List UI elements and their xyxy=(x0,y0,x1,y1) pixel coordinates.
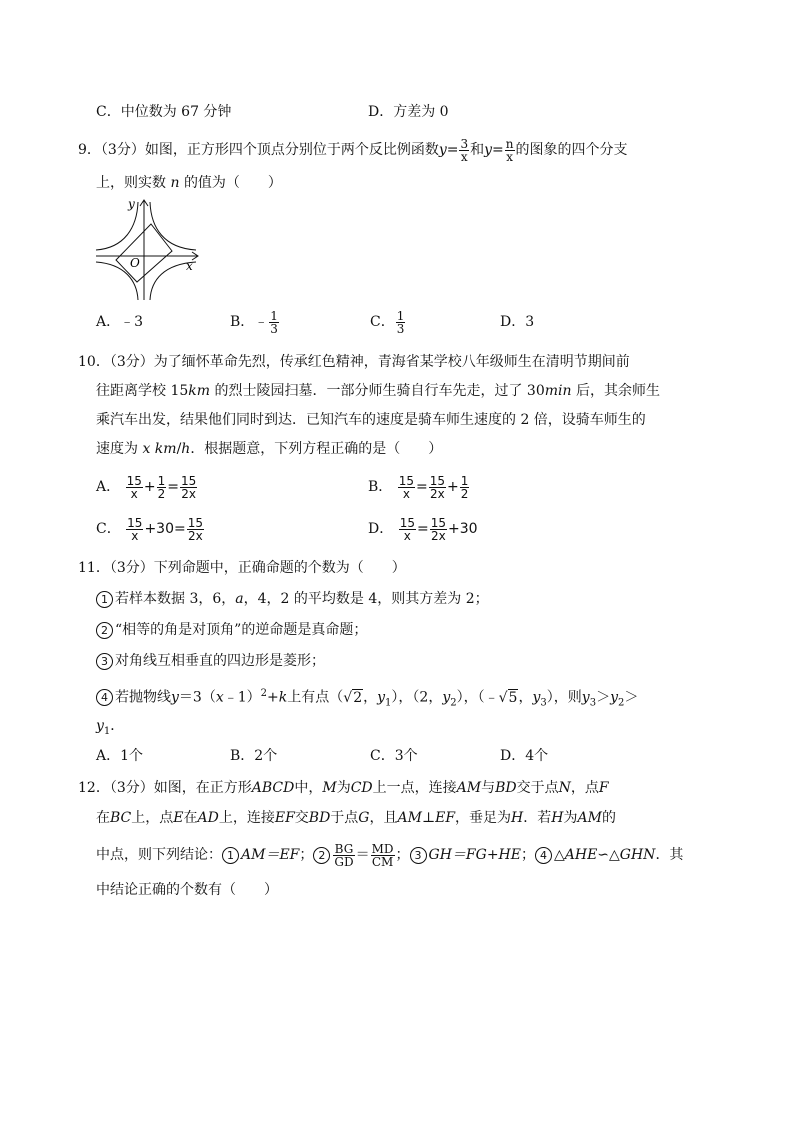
q9-optc-den: 3 xyxy=(396,321,405,336)
y-axis-label: y xyxy=(128,197,135,211)
q10-option-a-label: A． xyxy=(96,479,121,495)
q11-var-k: k xyxy=(278,689,288,706)
q12-l2i: ．若 xyxy=(523,810,552,826)
q10-b-frac-15-x xyxy=(398,475,415,500)
q11-var-y: y xyxy=(171,689,179,706)
sub-2: 2 xyxy=(617,697,625,709)
q9-option-c-fraction xyxy=(396,310,406,335)
q9-frac1-num: 3 xyxy=(460,136,469,151)
q12-F: F xyxy=(598,780,609,796)
q11-s4-a: 若抛物线 xyxy=(115,689,171,706)
q11-option-c xyxy=(370,746,418,766)
frac-den: 2x xyxy=(430,528,446,543)
frac-num: 1 xyxy=(157,473,166,488)
frac-num: 15 xyxy=(429,473,446,488)
q9-var-n: n xyxy=(170,175,180,191)
q10-a-frac-15-2x xyxy=(180,475,197,500)
q12-l1e: 与 xyxy=(481,780,496,796)
q10-a-frac-1-2 xyxy=(157,475,167,500)
circled-number-2: 2 xyxy=(313,847,330,864)
q10-d-frac-15-2x xyxy=(430,517,447,542)
circled-number-2: 2 xyxy=(96,622,113,639)
q12-M: M xyxy=(322,780,337,796)
q12-H2: H xyxy=(551,810,564,826)
semicolon: ； xyxy=(520,847,535,863)
q12-l2c: 在 xyxy=(183,810,198,826)
equals-sign: = xyxy=(416,479,428,495)
comma: ， xyxy=(518,689,533,706)
frac-den: x xyxy=(130,486,138,501)
x-axis-label: x xyxy=(186,259,193,273)
q12-result-4: △AHE∽△GHN xyxy=(553,847,656,863)
q12-l2a: 在 xyxy=(96,810,110,826)
q10-line2b: 的烈士陵园扫墓．一部分师生骑自行车先走，过了 30 xyxy=(210,383,545,399)
q12-l1c: 为 xyxy=(336,780,351,796)
frac-den: x xyxy=(131,528,139,543)
q9-stem-line2 xyxy=(96,173,282,193)
q10-option-c xyxy=(96,514,205,544)
q9-stem-tail: 的图象的四个分支 xyxy=(515,142,628,158)
equals-sign: = xyxy=(174,521,186,537)
q12-AM3: AM xyxy=(577,810,602,826)
q12-BD2: BD xyxy=(308,810,331,826)
q11-option-d-text: D．4个 xyxy=(500,748,549,764)
q11-exponent-2: 2 xyxy=(260,688,268,699)
q9-fraction-n-over-x xyxy=(505,138,515,163)
q12-l1g: ，点 xyxy=(570,780,599,796)
q9-hyperbola-square-figure xyxy=(92,196,204,302)
sub-2: 2 xyxy=(450,697,457,709)
plus-30: +30 xyxy=(447,521,478,537)
q10-option-b xyxy=(368,472,470,502)
q12-l3a: 中点，则下列结论： xyxy=(96,847,222,863)
frac-den: x xyxy=(403,528,411,543)
perp-symbol: ⊥ xyxy=(421,810,436,826)
q11-var-x: x xyxy=(215,689,224,706)
q12-H: H xyxy=(511,810,524,826)
q12-l2d: 上，连接 xyxy=(218,810,275,826)
semicolon: ； xyxy=(299,847,314,863)
q12-l2g: ，且 xyxy=(369,810,398,826)
circled-number-3: 3 xyxy=(96,653,113,670)
q11-var-y2: y xyxy=(442,689,451,706)
q12-BC: BC xyxy=(110,810,132,826)
frac-num: 15 xyxy=(399,515,415,530)
q9-optb-den: 3 xyxy=(270,321,278,336)
q11-var-a: a xyxy=(235,591,244,607)
frac-den: x xyxy=(402,486,410,501)
q8-option-c xyxy=(96,102,231,122)
q10-option-b-label: B． xyxy=(368,479,393,495)
sqrt-5-radicand: 5 xyxy=(508,689,518,706)
frac-num: 15 xyxy=(126,473,142,488)
q10-c-frac-15-x xyxy=(126,517,143,542)
plus-sign: + xyxy=(447,479,459,495)
frac-num: MD xyxy=(371,841,394,856)
q12-l2k: 的 xyxy=(601,810,616,826)
q11-s4-h: ），（﹣ xyxy=(456,689,499,706)
q12-l1d: 上一点，连接 xyxy=(372,780,457,796)
q10-a-frac-15-x xyxy=(126,475,143,500)
q11-stem xyxy=(78,558,406,578)
q9-eq1: = xyxy=(446,142,459,158)
q9-optb-num: 1 xyxy=(270,308,278,323)
q12-l2f: 于点 xyxy=(330,810,359,826)
q11-var-y3b: y xyxy=(581,689,590,706)
sub-3: 3 xyxy=(540,697,547,709)
q12-AM: AM xyxy=(456,780,482,796)
q10-unit-km: km xyxy=(188,383,211,399)
q10-option-d-label: D． xyxy=(368,521,394,537)
q12-result-3: GH＝FG+HE xyxy=(428,847,521,863)
q12-l2j: 为 xyxy=(563,810,578,826)
q10-slash: / xyxy=(176,441,182,457)
q12-l1f: 交于点 xyxy=(516,780,559,796)
q11-statement-4-cont xyxy=(96,716,124,742)
hyperbola-branch-q1 xyxy=(150,202,196,250)
q12-frac-BG-GD xyxy=(333,843,354,868)
q11-stem-text: 11．（3分）下列命题中，正确命题的个数为（ ） xyxy=(78,560,406,576)
greater-than: ＞ xyxy=(596,689,611,706)
q10-stem-line3 xyxy=(96,410,646,430)
q9-var-y2: y xyxy=(484,142,493,158)
q10-stem-line2 xyxy=(96,381,660,401)
circled-number-1: 1 xyxy=(96,591,113,608)
q10-stem-line1 xyxy=(78,352,630,372)
q12-N: N xyxy=(558,780,571,796)
q12-EF2: EF xyxy=(435,810,456,826)
q12-stem-line1 xyxy=(78,778,609,798)
greater-than: ＞ xyxy=(624,689,639,706)
q10-unit-h: h xyxy=(181,441,191,457)
q12-ABCD: ABCD xyxy=(251,780,295,796)
q9-stem-text: 9．（3分）如图，正方形四个顶点分别位于两个反比例函数 xyxy=(78,142,439,158)
q9-option-b xyxy=(230,308,280,336)
q10-c-frac-15-2x xyxy=(187,517,204,542)
frac-num: BG xyxy=(334,841,354,856)
q8-option-d xyxy=(368,102,449,122)
q9-line2a: 上，则实数 xyxy=(96,175,166,191)
q11-var-y1: y xyxy=(377,689,386,706)
q11-s1-text: 若样本数据 3，6， xyxy=(115,591,236,607)
plus-sign: + xyxy=(143,479,156,495)
frac-den: 2 xyxy=(157,486,166,501)
origin-label: O xyxy=(130,256,140,270)
circled-number-4: 4 xyxy=(96,689,113,706)
equals-sign: = xyxy=(416,521,429,537)
plus-30: +30 xyxy=(144,521,174,537)
q11-option-c-text: C．3个 xyxy=(370,748,418,764)
q11-option-b-text: B．2个 xyxy=(230,748,278,764)
circled-number-1: 1 xyxy=(222,847,239,864)
sub-1: 1 xyxy=(385,697,392,709)
frac-num: 15 xyxy=(398,473,415,488)
q11-s4-b: ＝3（ xyxy=(178,689,216,706)
q11-s4-j: ），则 xyxy=(546,689,582,706)
q12-AD: AD xyxy=(197,810,219,826)
frac-num: 15 xyxy=(180,473,197,488)
q10-line2c: 后，其余师生 xyxy=(571,383,660,399)
q11-statement-3 xyxy=(96,651,325,671)
q11-s3-text: 对角线互相垂直的四边形是菱形； xyxy=(115,653,325,669)
sub-3: 3 xyxy=(589,697,597,709)
frac-num: 15 xyxy=(127,515,143,530)
q9-option-b-fraction xyxy=(269,310,279,335)
q11-s1-tail: ，4，2 的平均数是 4，则其方差为 2； xyxy=(243,591,489,607)
q9-option-d xyxy=(500,312,534,332)
frac-den: GD xyxy=(334,854,354,869)
circled-number-3: 3 xyxy=(410,847,427,864)
q11-var-y2b: y xyxy=(610,689,618,706)
q12-l2b: 上，点 xyxy=(131,810,174,826)
q11-s2-text: “相等的角是对顶角”的逆命题是真命题； xyxy=(115,622,368,638)
q12-stem-line2 xyxy=(96,808,616,828)
q12-CD: CD xyxy=(350,780,373,796)
q10-line1-text: 10．（3分）为了缅怀革命先烈，传承红色精神，青海省某学校八年级师生在清明节期间前 xyxy=(78,354,630,370)
sub-1: 1 xyxy=(103,725,111,737)
q9-fraction-3-over-x xyxy=(459,138,469,163)
q10-line4b: ．根据题意，下列方程正确的是（ ） xyxy=(190,441,443,457)
q10-b-frac-15-2x xyxy=(429,475,446,500)
q9-optc-num: 1 xyxy=(396,308,405,323)
q12-BD: BD xyxy=(495,780,517,796)
sqrt-2-radicand: 2 xyxy=(353,689,363,706)
q10-line3-text: 乘汽车出发，结果他们同时到达．已知汽车的速度是骑车师生速度的 2 倍，设骑车师生的 xyxy=(96,412,646,428)
frac-den: CM xyxy=(371,854,394,869)
q9-stem-line1 xyxy=(78,136,628,164)
frac-den: 2x xyxy=(430,486,445,501)
q11-s4-c: ﹣1） xyxy=(223,689,261,706)
q11-s4-g: ），（2， xyxy=(391,689,443,706)
q9-frac2-den: x xyxy=(506,149,514,164)
semicolon: ； xyxy=(395,847,410,863)
q10-option-a xyxy=(96,472,198,502)
equals-sign: = xyxy=(167,479,179,495)
q12-E: E xyxy=(173,810,184,826)
q9-option-b-prefix: B．﹣ xyxy=(230,314,269,330)
q11-statement-2 xyxy=(96,620,367,640)
q10-unit-min: min xyxy=(544,383,572,399)
q9-option-c-prefix: C． xyxy=(370,314,395,330)
q9-frac1-den: x xyxy=(460,149,468,164)
q12-l4: 中结论正确的个数有（ ） xyxy=(96,882,278,898)
q11-option-b xyxy=(230,746,277,766)
q12-AM2: AM xyxy=(397,810,422,826)
sqrt-5: √5 xyxy=(498,689,518,706)
frac-num: 15 xyxy=(430,515,446,530)
q9-and: 和 xyxy=(470,142,485,158)
q10-var-x-km: x km xyxy=(142,441,177,457)
frac-num: 15 xyxy=(187,515,204,530)
sqrt-2: √2 xyxy=(343,689,363,706)
q9-option-a xyxy=(96,312,143,332)
q11-option-a-text: A．1个 xyxy=(96,748,144,764)
q11-option-a xyxy=(96,746,143,766)
frac-num: 1 xyxy=(460,473,469,488)
q9-var-y1: y xyxy=(438,142,447,158)
q10-d-frac-15-x xyxy=(399,517,416,542)
q12-l1b: 中， xyxy=(294,780,323,796)
q11-statement-1 xyxy=(96,589,489,609)
q12-l3-end: ．其 xyxy=(655,847,684,863)
q12-frac-MD-CM xyxy=(371,843,395,868)
q9-frac2-num: n xyxy=(505,136,514,151)
q12-stem-line3: 中点，则下列结论： 1 AM＝EF； 2 $\frac{BG}{GD}$ ＝ $\frac{MD}{CM}$ ； 3 GH＝FG+HE； 4 △AHE∽△GHN．其 xyxy=(96,841,684,869)
q9-option-d-text: D．3 xyxy=(500,314,535,330)
q10-stem-line4 xyxy=(96,439,442,459)
q11-s4-e: 上有点（ xyxy=(287,689,344,706)
q12-l2e: 交 xyxy=(294,810,309,826)
q12-G: G xyxy=(358,810,370,826)
q11-var-y3: y xyxy=(532,689,541,706)
q9-line2b: 的值为（ ） xyxy=(183,175,282,191)
q10-option-c-label: C． xyxy=(96,521,121,537)
q9-option-a-text: A．﹣3 xyxy=(96,314,144,330)
frac-den: 2x xyxy=(181,486,196,501)
q12-result-1: AM＝EF xyxy=(241,847,300,863)
q8-option-d-text: D．方差为 0 xyxy=(368,104,449,120)
q10-line2a: 往距离学校 15 xyxy=(96,383,189,399)
q10-b-frac-1-2 xyxy=(460,475,470,500)
q8-option-c-text: C．中位数为 67 分钟 xyxy=(96,104,232,120)
frac-den: 2x xyxy=(188,528,203,543)
circled-number-4: 4 xyxy=(535,847,552,864)
q9-eq2: = xyxy=(492,142,504,158)
q10-option-d xyxy=(368,514,478,544)
q12-EF: EF xyxy=(274,810,295,826)
q11-s4-plus: + xyxy=(267,689,279,706)
q11-option-d xyxy=(500,746,548,766)
period: ． xyxy=(110,718,125,734)
comma: ， xyxy=(363,689,378,706)
q12-l1a: 12．（3分）如图，在正方形 xyxy=(78,780,252,796)
q12-l2h: ，垂足为 xyxy=(455,810,512,826)
q12-stem-line4 xyxy=(96,880,278,900)
frac-den: 2 xyxy=(460,486,469,501)
q9-option-c xyxy=(370,308,406,336)
q11-var-y1b: y xyxy=(96,718,104,734)
q11-statement-4 xyxy=(96,682,638,715)
q10-line4a: 速度为 xyxy=(96,441,143,457)
